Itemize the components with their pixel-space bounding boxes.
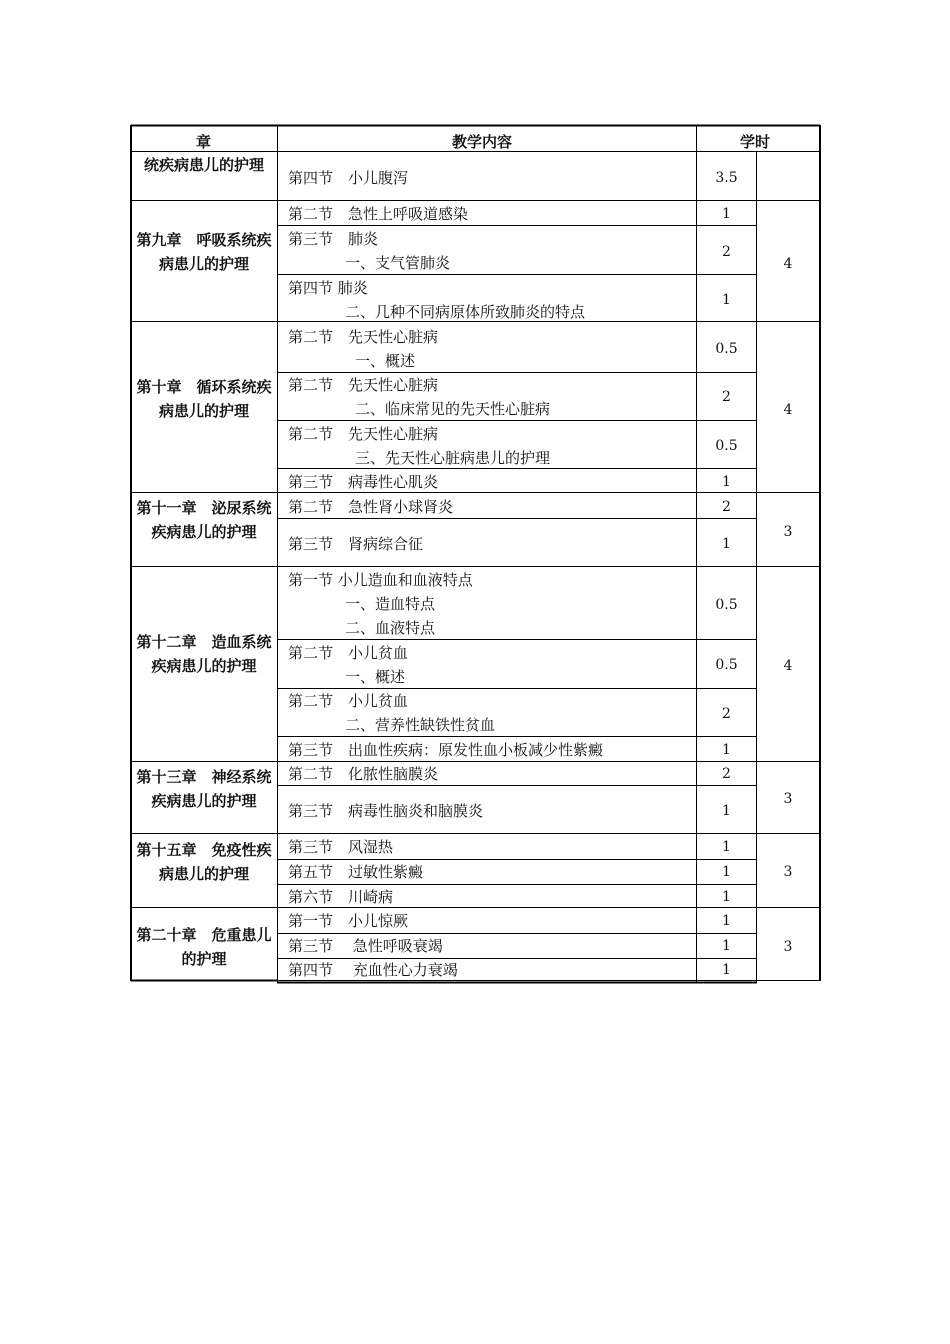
section-line: 第二节 先天性心脏病 xyxy=(288,328,439,346)
section-hours: 2 xyxy=(722,706,731,722)
section-hours: 0.5 xyxy=(715,657,738,673)
section-line: 第三节 病毒性脑炎和脑膜炎 xyxy=(288,802,484,820)
section-hours: 1 xyxy=(722,913,731,929)
section-hours: 1 xyxy=(722,742,731,758)
section-line: 第三节 肾病综合征 xyxy=(288,535,424,553)
subsection-line: 一、概述 xyxy=(345,668,406,686)
section-hours: 1 xyxy=(722,292,731,308)
section-hours: 2 xyxy=(722,766,731,782)
section-line: 第三节 肺炎 xyxy=(288,230,379,248)
section-hours: 0.5 xyxy=(715,597,738,613)
section-hours: 1 xyxy=(722,803,731,819)
chapter-cell: 第十一章 泌尿系统疾病患儿的护理 xyxy=(136,499,272,541)
section-line: 第四节 肺炎 xyxy=(288,279,368,297)
section-line: 第四节 小儿腹泻 xyxy=(288,169,409,187)
section-line: 第二节 急性上呼吸道感染 xyxy=(288,205,469,223)
section-line: 第三节 病毒性心肌炎 xyxy=(288,473,439,491)
subsection-line: 一、支气管肺炎 xyxy=(345,254,451,272)
section-line: 第四节 充血性心力衰竭 xyxy=(288,961,458,979)
section-hours: 2 xyxy=(722,244,731,260)
chapter-cell: 第十章 循环系统疾病患儿的护理 xyxy=(136,378,272,420)
subsection-line: 一、造血特点 xyxy=(345,595,436,613)
chapter-cell: 第二十章 危重患儿的护理 xyxy=(136,926,272,968)
section-line: 第二节 先天性心脏病 xyxy=(288,376,439,394)
section-line: 第二节 小儿贫血 xyxy=(288,644,409,662)
section-hours: 1 xyxy=(722,938,731,954)
subsection-line: 二、临床常见的先天性心脏病 xyxy=(355,400,551,418)
section-line: 第二节 急性肾小球肾炎 xyxy=(288,498,454,516)
section-line: 第三节 风湿热 xyxy=(288,838,394,856)
chapter-total-hours: 4 xyxy=(783,256,793,272)
chapter-cell: 第九章 呼吸系统疾病患儿的护理 xyxy=(136,231,272,273)
section-hours: 1 xyxy=(722,206,731,222)
section-hours: 3.5 xyxy=(715,170,738,186)
subsection-line: 二、几种不同病原体所致肺炎的特点 xyxy=(345,303,586,321)
header-chapter: 章 xyxy=(196,133,212,151)
section-hours: 1 xyxy=(722,536,731,552)
chapter-total-hours: 3 xyxy=(783,864,793,880)
subsection-line: 二、营养性缺铁性贫血 xyxy=(345,716,496,734)
header-hours: 学时 xyxy=(740,133,771,151)
subsection-line: 二、血液特点 xyxy=(345,619,436,637)
subsection-line: 三、先天性心脏病患儿的护理 xyxy=(355,449,551,467)
chapter-total-hours: 4 xyxy=(783,402,793,418)
chapter-cell: 第十三章 神经系统疾病患儿的护理 xyxy=(136,768,272,810)
chapter-total-hours: 3 xyxy=(783,791,793,807)
section-hours: 1 xyxy=(722,962,731,978)
chapter-cell: 第十五章 免疫性疾病患儿的护理 xyxy=(136,841,272,883)
section-line: 第三节 急性呼吸衰竭 xyxy=(288,937,443,955)
subsection-line: 一、概述 xyxy=(355,352,416,370)
chapter-cell: 统疾病患儿的护理 xyxy=(143,156,264,174)
chapter-total-hours: 3 xyxy=(783,939,793,955)
section-hours: 2 xyxy=(722,389,731,405)
section-line: 第二节 化脓性脑膜炎 xyxy=(288,765,439,783)
section-line: 第二节 先天性心脏病 xyxy=(288,425,439,443)
section-hours: 0.5 xyxy=(715,438,738,454)
section-line: 第二节 小儿贫血 xyxy=(288,692,409,710)
section-hours: 2 xyxy=(722,499,731,515)
section-hours: 0.5 xyxy=(715,341,738,357)
chapter-cell: 第十二章 造血系统疾病患儿的护理 xyxy=(136,633,272,675)
section-line: 第六节 川崎病 xyxy=(288,888,394,906)
header-content: 教学内容 xyxy=(452,133,513,151)
section-hours: 1 xyxy=(722,889,731,905)
section-line: 第五节 过敏性紫癜 xyxy=(288,863,424,881)
chapter-total-hours: 4 xyxy=(783,658,793,674)
chapter-total-hours: 3 xyxy=(783,524,793,540)
section-line: 第一节 小儿惊厥 xyxy=(288,912,409,930)
section-hours: 1 xyxy=(722,474,731,490)
section-hours: 1 xyxy=(722,864,731,880)
section-line: 第一节 小儿造血和血液特点 xyxy=(288,571,473,589)
section-line: 第三节 出血性疾病：原发性血小板减少性紫癜 xyxy=(288,741,604,759)
section-hours: 1 xyxy=(722,839,731,855)
